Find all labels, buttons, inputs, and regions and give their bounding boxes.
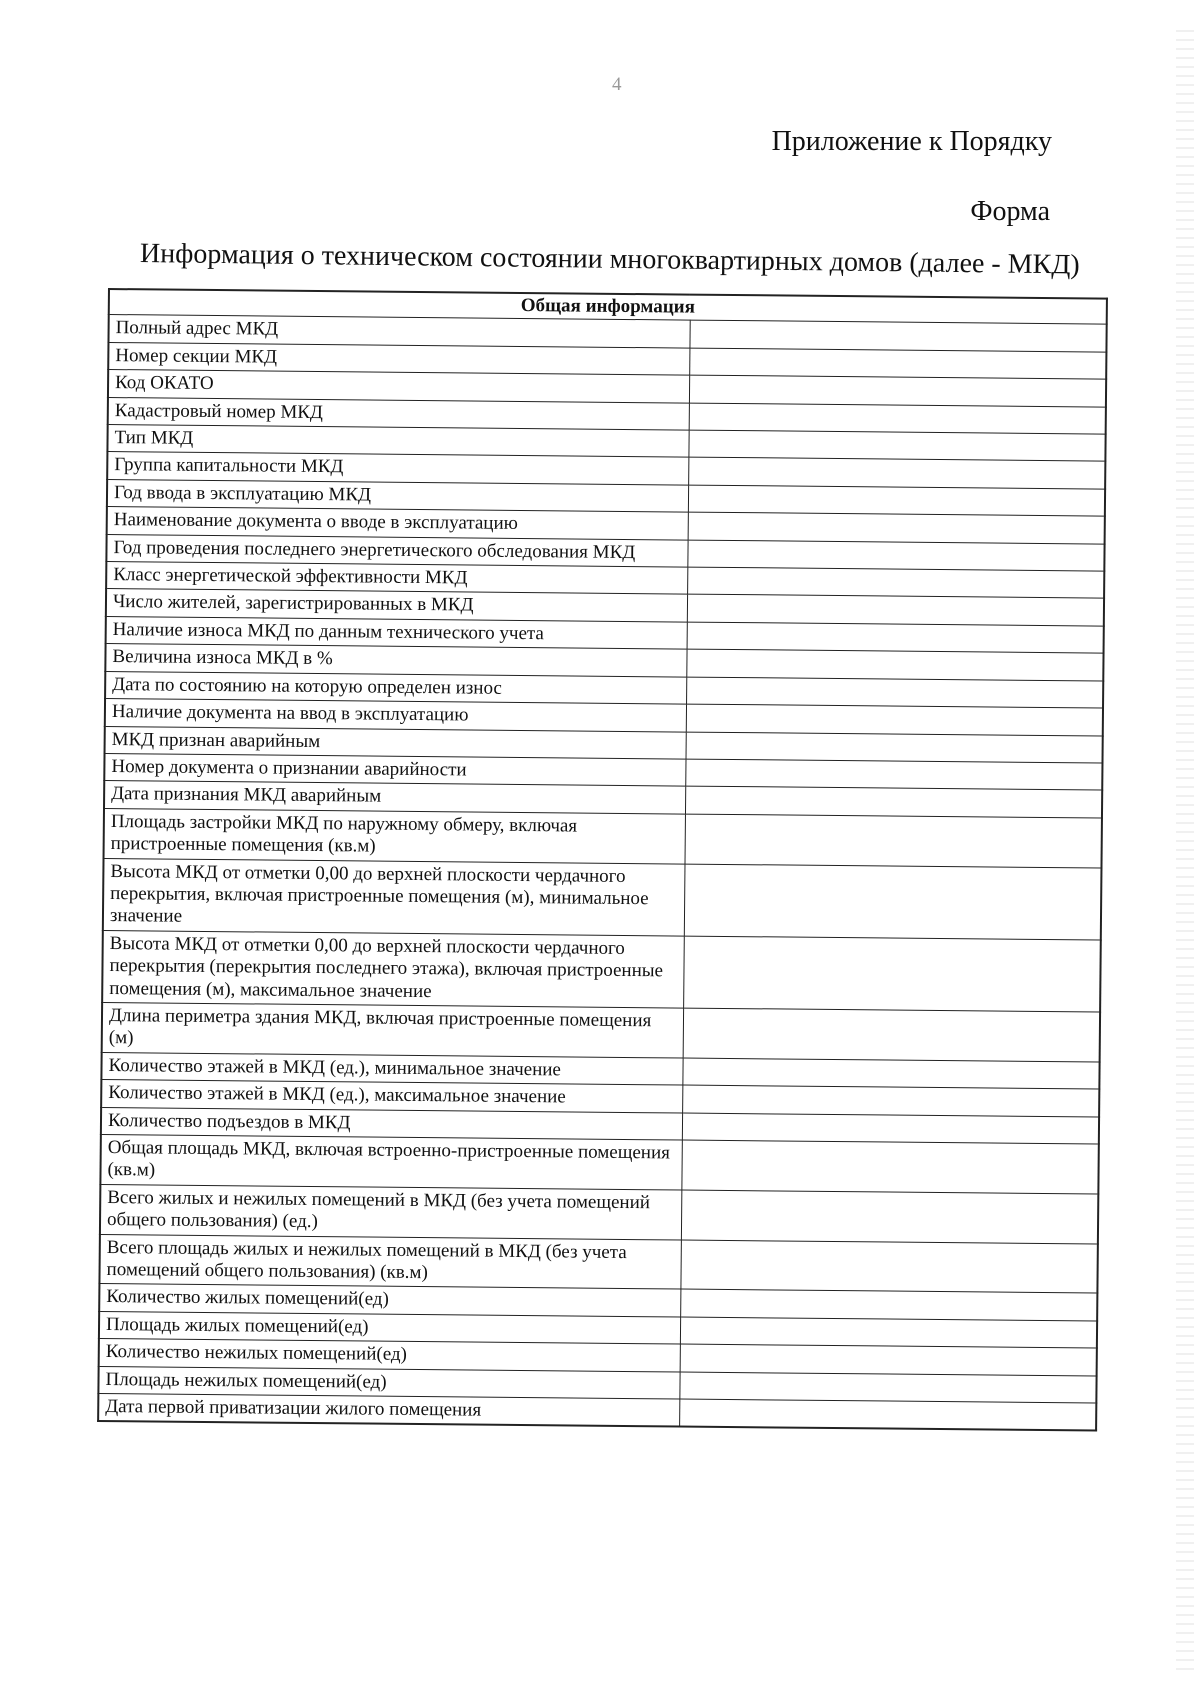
row-value-field[interactable] (680, 1240, 1097, 1294)
row-value-field[interactable] (681, 1140, 1098, 1194)
row-value-field[interactable] (688, 512, 1105, 543)
row-value-field[interactable] (686, 677, 1103, 708)
section-header: Общая информация (109, 289, 1107, 324)
row-value-field[interactable] (687, 595, 1104, 626)
row-label: Номер документа о признании аварийности (104, 753, 685, 786)
row-value-field[interactable] (680, 1317, 1097, 1348)
row-label: Число жителей, зарегистрированных в МКД (106, 589, 687, 622)
row-label: Наличие документа на ввод в эксплуатацию (105, 699, 686, 732)
row-value-field[interactable] (679, 1372, 1096, 1403)
row-value-field[interactable] (686, 649, 1103, 680)
row-label: Всего площадь жилых и нежилых помещений в МКД (без учета помещений общего пользования) (кв.м) (99, 1234, 680, 1289)
row-label: Группа капитальности МКД (107, 452, 688, 485)
row-label: Наличие износа МКД по данным технического учета (106, 616, 687, 649)
row-label: МКД признан аварийным (105, 726, 686, 759)
form-label: Форма (970, 196, 1050, 227)
row-label: Наименование документа о вводе в эксплуатацию (107, 507, 688, 540)
row-value-field[interactable] (681, 1190, 1098, 1244)
row-label: Год проведения последнего энергетического обследования МКД (106, 534, 687, 567)
row-value-field[interactable] (683, 936, 1101, 1012)
row-label: Общая площадь МКД, включая встроенно-пристроенные помещения (кв.м) (100, 1134, 681, 1189)
row-value-field[interactable] (684, 864, 1102, 940)
row-label: Год ввода в эксплуатацию МКД (107, 479, 688, 512)
row-value-field[interactable] (679, 1399, 1096, 1431)
row-value-field[interactable] (680, 1289, 1097, 1320)
row-label: Площадь застройки МКД по наружному обмеру, включая пристроенные помещения (кв.м) (104, 808, 685, 863)
row-value-field[interactable] (688, 485, 1105, 516)
row-value-field[interactable] (685, 759, 1102, 790)
row-value-field[interactable] (689, 375, 1106, 406)
row-value-field[interactable] (689, 348, 1106, 379)
page-number: 4 (612, 74, 622, 95)
info-table-wrapper (97, 288, 1108, 1432)
row-value-field[interactable] (683, 1008, 1100, 1062)
row-value-field[interactable] (689, 320, 1106, 351)
row-label: Дата первой приватизации жилого помещения (98, 1394, 679, 1427)
row-label: Полный адрес МКД (108, 315, 689, 348)
row-value-field[interactable] (680, 1344, 1097, 1375)
row-label: Тип МКД (107, 425, 688, 458)
document-title: Информация о техническом состоянии многоквартирных домов (далее - МКД) (139, 238, 1080, 281)
row-value-field[interactable] (685, 814, 1102, 868)
row-value-field[interactable] (687, 622, 1104, 653)
row-value-field[interactable] (682, 1058, 1099, 1089)
table-body (98, 315, 1107, 1431)
row-label: Высота МКД от отметки 0,00 до верхней плоскости чердачного перекрытия (перекрытия последнего этажа), включая пристроенные помещения (м), максимальное значение (102, 930, 684, 1008)
row-value-field[interactable] (682, 1085, 1099, 1116)
row-label: Площадь нежилых помещений(ед) (98, 1366, 679, 1399)
row-label: Количество нежилых помещений(ед) (99, 1339, 680, 1372)
row-label: Величина износа МКД в % (105, 644, 686, 677)
row-value-field[interactable] (688, 430, 1105, 461)
row-label: Дата по состоянию на которую определен износ (105, 671, 686, 704)
row-value-field[interactable] (686, 732, 1103, 763)
row-value-field[interactable] (687, 540, 1104, 571)
scan-edge-noise (1176, 30, 1194, 1670)
row-value-field[interactable] (687, 567, 1104, 598)
row-value-field[interactable] (685, 786, 1102, 817)
row-label: Код ОКАТО (108, 370, 689, 403)
row-value-field[interactable] (688, 458, 1105, 489)
row-label: Площадь жилых помещений(ед) (99, 1311, 680, 1344)
row-label: Количество жилых помещений(ед) (99, 1284, 680, 1317)
table-row (103, 858, 1102, 940)
info-table (97, 288, 1108, 1432)
row-label: Высота МКД от отметки 0,00 до верхней плоскости чердачного перекрытия, включая пристроенные помещения (м), минимальное значение (103, 858, 685, 936)
row-value-field[interactable] (689, 403, 1106, 434)
row-value-field[interactable] (682, 1113, 1099, 1144)
table-row (102, 930, 1101, 1012)
row-label: Номер секции МКД (108, 342, 689, 375)
row-label: Класс энергетической эффективности МКД (106, 562, 687, 595)
row-label: Всего жилых и нежилых помещений в МКД (без учета помещений общего пользования) (ед.) (100, 1184, 681, 1239)
row-label: Количество подъездов в МКД (101, 1107, 682, 1140)
appendix-heading: Приложение к Порядку (771, 126, 1052, 157)
row-label: Кадастровый номер МКД (108, 397, 689, 430)
row-label: Количество этажей в МКД (ед.), максимальное значение (101, 1080, 682, 1113)
row-value-field[interactable] (686, 704, 1103, 735)
row-label: Дата признания МКД аварийным (104, 781, 685, 814)
row-label: Длина периметра здания МКД, включая пристроенные помещения (м) (102, 1002, 683, 1057)
row-label: Количество этажей в МКД (ед.), минимальное значение (101, 1052, 682, 1085)
